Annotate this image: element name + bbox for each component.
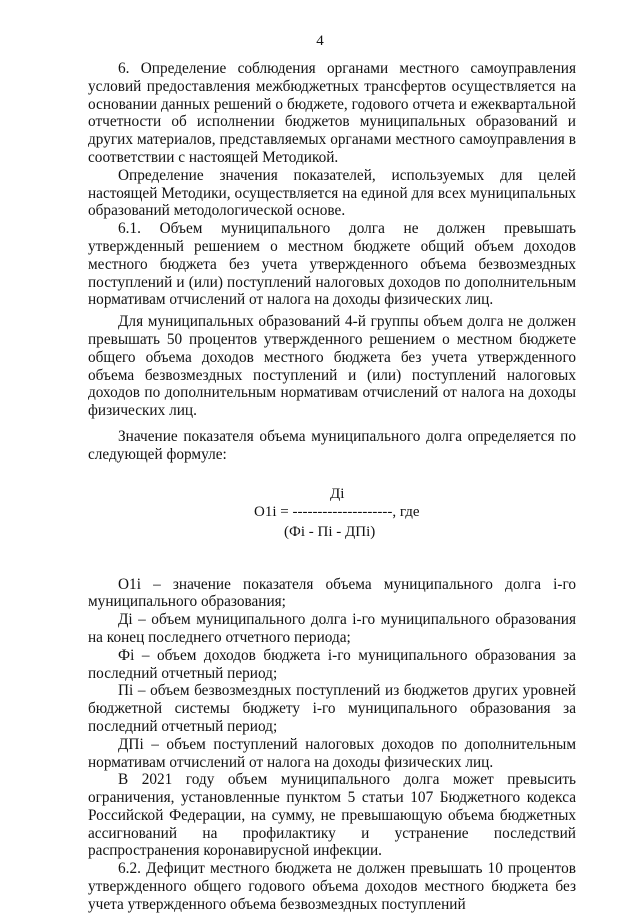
page-number: 4 xyxy=(316,33,324,49)
definition-o1i: О1i – значение показателя объема муниципального долга i-го муниципального образования; xyxy=(88,575,576,611)
paragraph-deficit-limit: 6.2. Дефицит местного бюджета не должен превышать 10 процентов утвержденного общего годового объема доходов местного бюджета без учета утвержденного объема безвозмездных поступлений xyxy=(88,860,576,913)
paragraph-conditions-verification: 6. Определение соблюдения органами местного самоуправления условий предоставления межбюджетных трансфертов осуществляется на основании данных решений о бюджете, годового отчета и ежеквартальной отчетности об исполнении бюджетов муниципальных образований и других материалов, представляемых органами местного самоуправления в соответствии с настоящей Методикой. xyxy=(88,60,576,166)
definition-fi: Фi – объем доходов бюджета i-го муниципального образования за последний отчетный период; xyxy=(88,646,576,682)
document-body xyxy=(88,60,576,914)
definition-di: Дi – объем муниципального долга i-го муниципального образования на конец последнего отчетного периода; xyxy=(88,611,576,646)
debt-formula xyxy=(88,486,576,552)
definition-pi: Пi – объем безвозмездных поступлений из бюджетов других уровней бюджетной системы бюджету i-го муниципального образования за последний отчетный период; xyxy=(88,682,576,735)
formula-denominator: (Фi - Пi - ДПi) xyxy=(284,523,376,540)
definition-dpi: ДПi – объем поступлений налоговых доходов по дополнительным нормативам отчислений от налога на доходы физических лиц. xyxy=(88,735,576,771)
formula-fraction-line: О1i = --------------------, где xyxy=(254,503,420,520)
paragraph-methodology-basis: Определение значения показателей, используемых для целей настоящей Методики, осуществляется на единой для всех муниципальных образований методологической основе. xyxy=(88,166,576,220)
paragraph-debt-limit: 6.1. Объем муниципального долга не должен превышать утвержденный решением о местном бюджете общий объем доходов местного бюджета без учета утвержденного объема безвозмездных поступлений и (или) поступлений налоговых доходов по дополнительным нормативам отчислений от налога на доходы физических лиц. xyxy=(88,220,576,309)
formula-numerator: Дi xyxy=(330,485,345,502)
paragraph-formula-intro: Значение показателя объема муниципального долга определяется по следующей формуле: xyxy=(88,427,576,463)
paragraph-2021-exception: В 2021 году объем муниципального долга может превысить ограничения, установленные пунктом 5 статьи 107 Бюджетного кодекса Российской Федерации, на сумму, не превышающую объема бюджетных ассигнований на профилактику и устранение последствий распространения коронавирусной инфекции. xyxy=(88,771,576,860)
paragraph-group4-debt-limit: Для муниципальных образований 4-й группы объем долга не должен превышать 50 процентов утвержденного решением о местном бюджете общего объема доходов местного бюджета без учета утвержденного объема безвозмездных поступлений и (или) поступлений налоговых доходов по дополнительным нормативам отчислений от налога на доходы физических лиц. xyxy=(88,313,576,420)
